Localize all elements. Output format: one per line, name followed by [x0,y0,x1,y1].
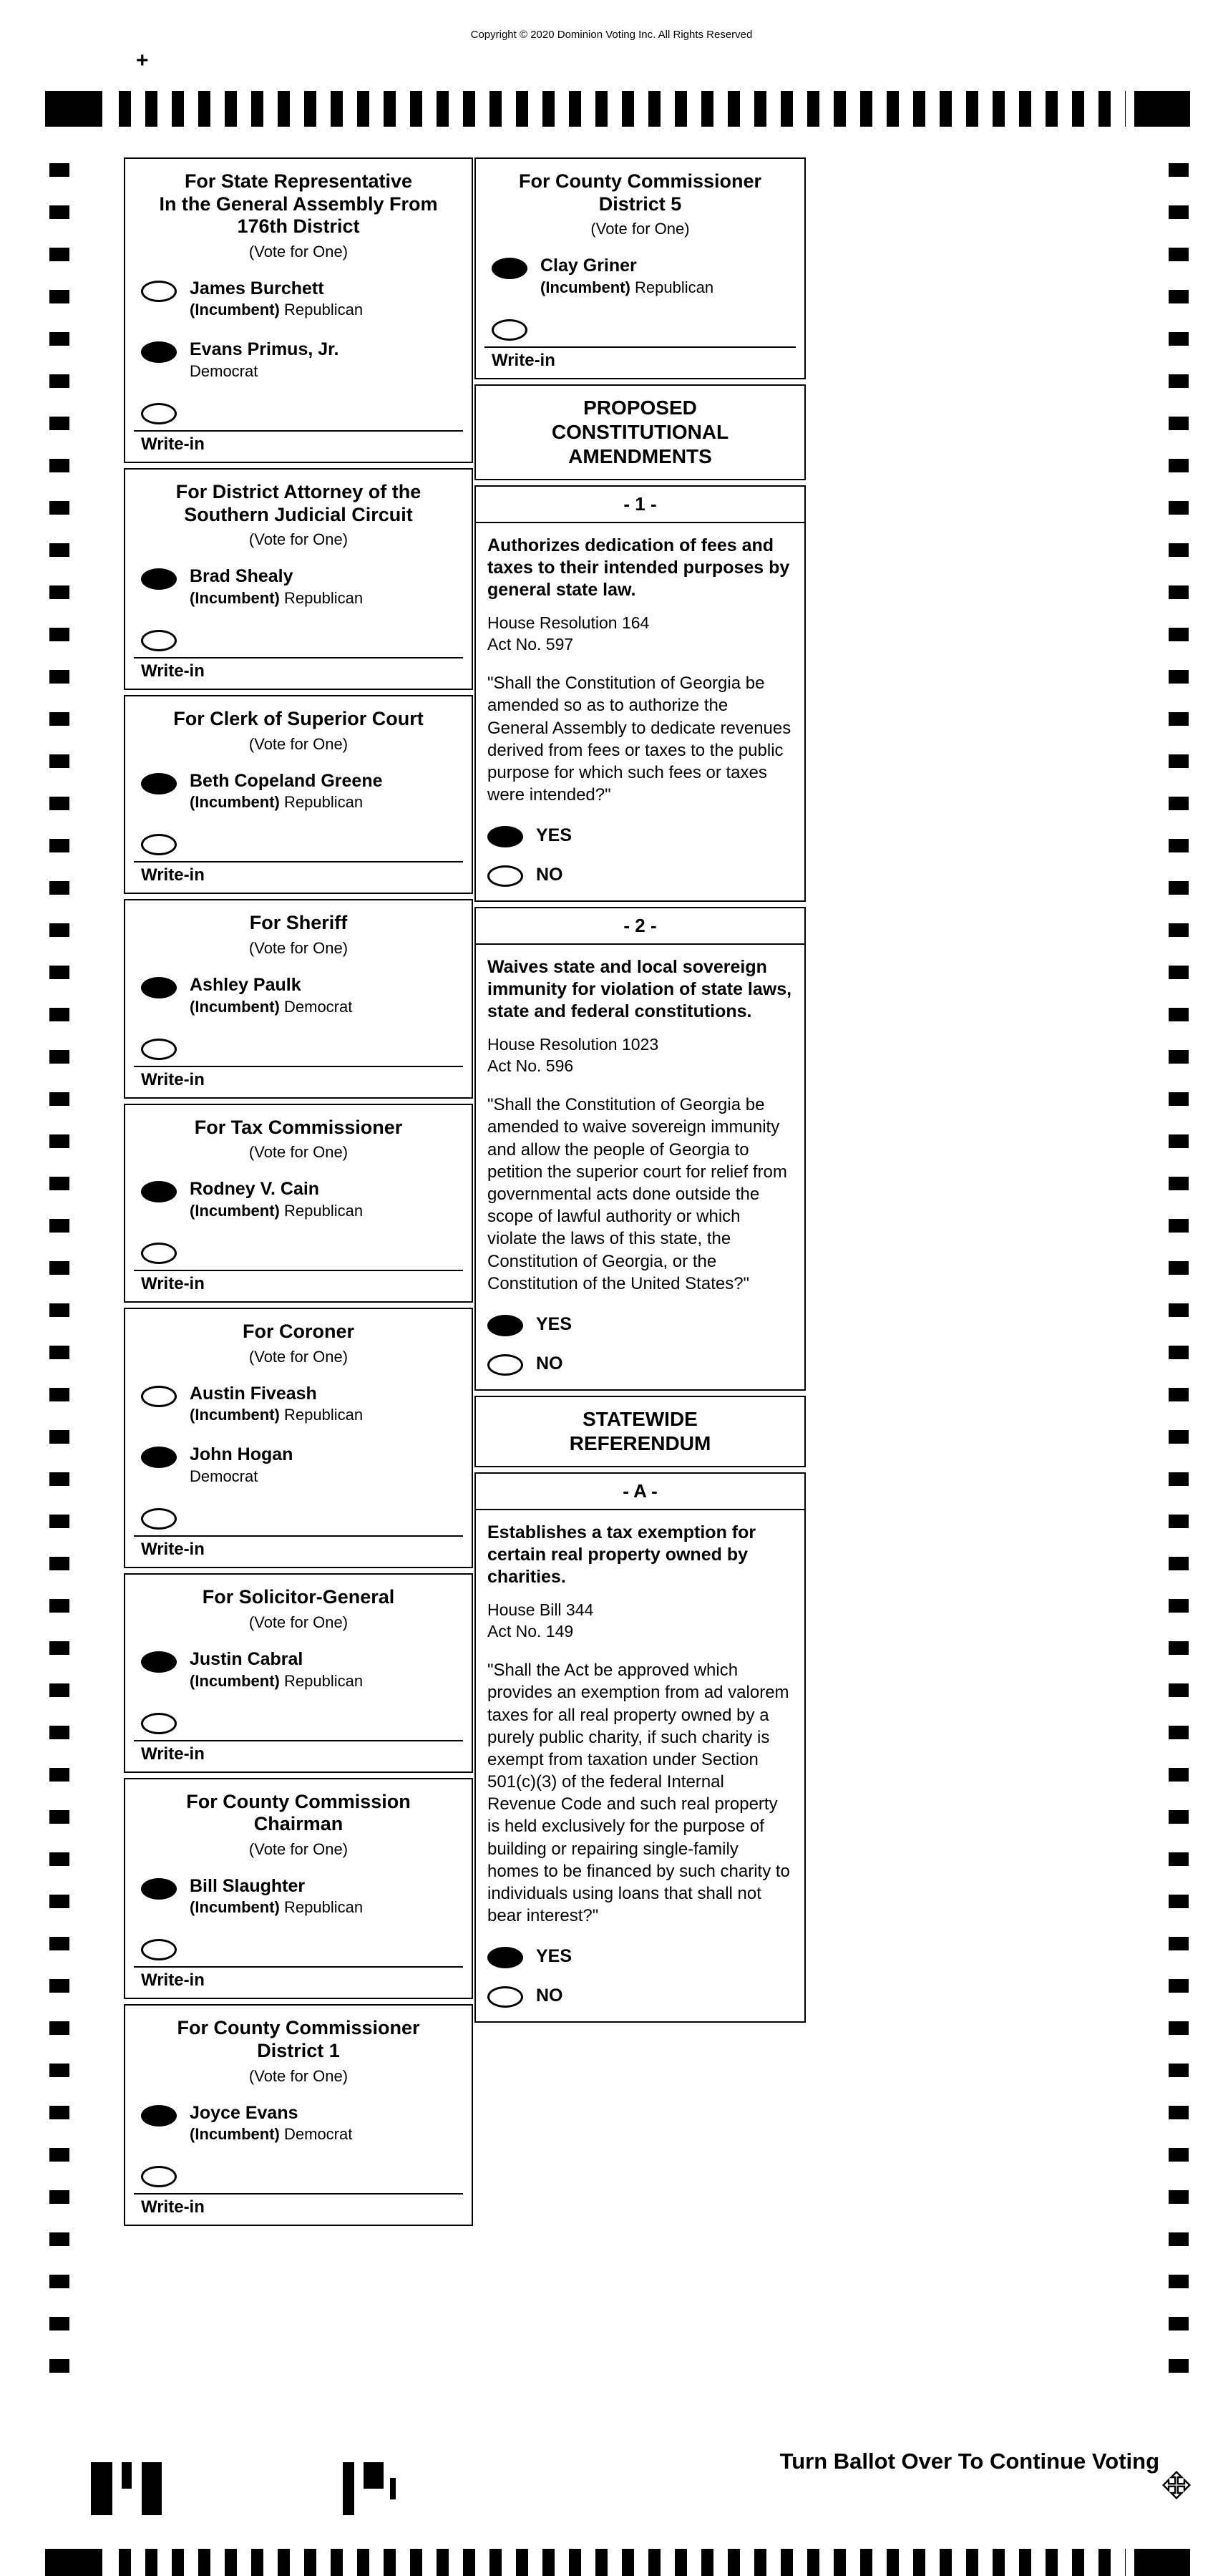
write-in-label: Write-in [141,661,205,681]
candidate-option [125,1866,472,1928]
contest-title: For Solicitor-General [202,1586,395,1608]
write-in-label: Write-in [141,1274,205,1294]
write-in-option [125,1026,472,1066]
candidate-option [125,1374,472,1435]
contest [124,1104,473,1303]
vote-oval[interactable] [141,773,177,794]
write-in-label: Write-in [141,1540,205,1560]
vote-oval[interactable] [492,258,527,279]
measure-question: "Shall the Constitution of Georgia be amended so as to authorize the General Assembly to dedicate revenues derived from fees or taxes to the public purpose for which such fees or taxes were intended?" [487,674,791,805]
timing-block-bottom-right [1134,2549,1190,2576]
candidate-party: Democrat [190,1467,258,1486]
write-in-oval[interactable] [141,1713,177,1734]
vote-oval[interactable] [141,341,177,363]
write-in-label: Write-in [141,1744,205,1764]
contest-title: For District Attorney of the Southern Judicial Circuit [175,481,422,525]
candidate-info [190,339,338,381]
candidate-name: Bill Slaughter [190,1875,306,1896]
vote-oval[interactable] [487,826,523,847]
write-in-oval[interactable] [141,2166,177,2187]
ballot-measure [474,1472,806,2023]
contest-title: For State Representative In the General Assembly From 176th District [159,170,438,238]
write-in-label: Write-in [141,434,205,455]
contest-header [476,159,804,246]
contest-header [125,900,472,965]
candidate-party: (Incumbent) Republican [190,793,364,812]
write-in-oval[interactable] [492,319,527,341]
contest-title: For County Commissioner District 1 [177,2017,420,2062]
vote-oval[interactable] [141,1878,177,1900]
vote-oval[interactable] [141,568,177,590]
contest [124,1308,473,1568]
choice-option [476,1976,804,2016]
contest-header [125,1105,472,1170]
candidate-name: John Hogan [190,1444,293,1465]
candidate-info [190,566,363,608]
incumbent-label: (Incumbent) [540,278,635,296]
write-in-oval[interactable] [141,630,177,651]
contest-title: For Coroner [242,1321,354,1343]
measure-summary: Authorizes dedication of fees and taxes to their intended purposes by general state law. [487,535,790,601]
timing-marks-top [119,91,1126,127]
write-in-option [125,2154,472,2193]
vote-oval[interactable] [141,1386,177,1407]
vote-oval[interactable] [141,2105,177,2127]
vote-oval[interactable] [487,1354,523,1376]
ballot-id-mark [91,2462,112,2515]
vote-instruction: (Vote for One) [248,734,349,753]
choice-option [476,1344,804,1384]
measure-refs: House Resolution 164 Act No. 597 [487,613,650,653]
contest [124,157,473,463]
incumbent-label: (Incumbent) [190,589,284,608]
vote-instruction: (Vote for One) [248,1143,349,1162]
timing-marks-left [49,163,69,2398]
write-in-option [125,1701,472,1740]
contest [124,1778,473,2000]
measure-number: - 2 - [476,908,804,945]
candidate-party: (Incumbent) Republican [190,1671,364,1690]
write-in-label: Write-in [492,350,555,370]
vote-oval[interactable] [487,865,523,887]
incumbent-label: (Incumbent) [190,997,284,1016]
write-in-label: Write-in [141,865,205,885]
contest-header [125,1575,472,1639]
vote-oval[interactable] [487,1986,523,2008]
measure-question: "Shall the Act be approved which provides an exemption from ad valorem taxes for all real property owned by a purely public charity, if such charity is exempt from taxation under Section 501(c)(3) of the federal Internal Revenue Code and such real property is held exclusively for the purpose of building or repairing single-family homes to be financed by such charity to individuals using loans that shall not bear interest?" [487,1661,790,1926]
vote-instruction: (Vote for One) [248,1839,349,1858]
candidate-option [125,268,472,330]
vote-instruction: (Vote for One) [248,242,349,261]
ballot-id-mark [122,2462,132,2489]
write-in-option [125,391,472,430]
vote-oval[interactable] [487,1315,523,1336]
choice-label: NO [536,1986,563,2006]
candidate-info [190,2103,352,2144]
incumbent-label: (Incumbent) [190,1406,284,1424]
contest-header [125,2006,472,2092]
measure-refs: House Bill 344 Act No. 149 [487,1600,594,1641]
four-arrow-icon [1161,2469,1192,2501]
contest [124,468,473,690]
candidate-option [476,246,804,307]
candidate-option [125,761,472,822]
vote-instruction: (Vote for One) [248,2066,349,2085]
vote-instruction: (Vote for One) [248,1347,349,1366]
ballot-column-right [474,157,806,2028]
measure-number: - A - [476,1474,804,1510]
contest-title: For Tax Commissioner [194,1116,403,1138]
contest [474,157,806,379]
incumbent-label: (Incumbent) [190,1202,284,1220]
measure-choices [476,806,804,900]
candidate-party: (Incumbent) Republican [190,1898,364,1917]
write-in-option [125,1927,472,1966]
incumbent-label: (Incumbent) [190,1898,284,1917]
copyright-text: Copyright © 2020 Dominion Voting Inc. All Rights Reserved [470,29,753,41]
timing-block-top-left [45,91,102,127]
candidate-info [190,1876,363,1918]
ballot-id-mark [390,2478,396,2499]
candidate-info [190,975,352,1016]
incumbent-label: (Incumbent) [190,2125,284,2144]
vote-instruction: (Vote for One) [248,1613,349,1631]
write-in-oval[interactable] [141,1243,177,1264]
ballot-column-left [124,157,473,2231]
candidate-option [125,1639,472,1701]
vote-oval[interactable] [487,1947,523,1968]
ballot-measure [474,485,806,902]
choice-option [476,816,804,855]
choice-label: NO [536,1353,563,1374]
measure-number: - 1 - [476,487,804,523]
candidate-party: Democrat [190,362,258,381]
measure-summary: Waives state and local sovereign immunity for violation of state laws, state and federal constitutions. [487,957,792,1022]
timing-marks-right [1169,163,1189,2398]
choice-option [476,855,804,895]
candidate-party: (Incumbent) Republican [190,301,364,319]
write-in-oval[interactable] [141,1939,177,1960]
contest [124,2004,473,2226]
write-in-label: Write-in [141,1970,205,1991]
write-in-label: Write-in [141,1069,205,1089]
candidate-option [125,965,472,1026]
timing-marks-bottom [119,2549,1126,2576]
contest [124,899,473,1098]
write-in-oval[interactable] [141,834,177,855]
candidate-info [190,1384,363,1425]
candidate-party: (Incumbent) Democrat [190,997,353,1016]
contest-header [125,1779,472,1866]
candidate-name: Beth Copeland Greene [190,770,383,791]
vote-oval[interactable] [141,1447,177,1468]
candidate-name: Clay Griner [540,256,637,276]
choice-label: YES [536,1313,572,1334]
ballot-id-mark [343,2462,354,2515]
contest-title: For Clerk of Superior Court [173,708,424,730]
footer-instruction: Turn Ballot Over To Continue Voting [779,2449,1159,2474]
candidate-info [190,278,363,320]
measure-question: "Shall the Constitution of Georgia be amended to waive sovereign immunity and allow the people of Georgia to petition the superior court for relief from governmental acts done outside the scope of lawful authority or which violate the laws of this state, the Constitution of Georgia, or the Constitution of the United States?" [487,1095,787,1293]
timing-block-top-right [1134,91,1190,127]
contest-title: For County Commission Chairman [186,1790,411,1835]
contest-header [125,159,472,268]
candidate-info [190,771,383,812]
incumbent-label: (Incumbent) [190,1671,284,1690]
ballot-measure [474,907,806,1391]
candidate-party: (Incumbent) Republican [190,1406,364,1424]
choice-option [476,1937,804,1976]
choice-label: YES [536,1946,572,1967]
candidate-option [125,556,472,618]
candidate-party: (Incumbent) Republican [540,278,714,296]
candidate-info [190,1649,363,1691]
write-in-label: Write-in [141,2197,205,2217]
write-in-option [476,307,804,346]
contest [124,695,473,894]
vote-instruction: (Vote for One) [248,939,349,958]
candidate-info [190,1179,363,1220]
contest-title: For Sheriff [249,912,348,934]
write-in-oval[interactable] [141,1508,177,1530]
incumbent-label: (Incumbent) [190,793,284,812]
section-header: STATEWIDE REFERENDUM [474,1396,806,1467]
candidate-option [125,1169,472,1230]
candidate-info [540,256,713,297]
candidate-name: James Burchett [190,278,324,298]
measure-summary: Establishes a tax exemption for certain real property owned by charities. [487,1522,756,1588]
write-in-oval[interactable] [141,1039,177,1060]
candidate-option [125,1434,472,1496]
section-header: PROPOSED CONSTITUTIONAL AMENDMENTS [474,384,806,480]
candidate-name: Evans Primus, Jr. [190,339,339,360]
write-in-option [125,822,472,861]
contest-title: For County Commissioner District 5 [518,170,762,215]
write-in-oval[interactable] [141,403,177,424]
candidate-name: Ashley Paulk [190,975,301,996]
contest-header [125,470,472,556]
vote-oval[interactable] [141,977,177,998]
candidate-name: Austin Fiveash [190,1383,317,1404]
measure-choices [476,1295,804,1389]
contest [124,1573,473,1772]
measure-choices [476,1927,804,2021]
incumbent-label: (Incumbent) [190,301,284,319]
candidate-name: Brad Shealy [190,566,293,587]
choice-label: YES [536,825,572,846]
candidate-option [125,329,472,391]
candidate-party: (Incumbent) Democrat [190,2125,353,2144]
choice-option [476,1305,804,1344]
candidate-name: Justin Cabral [190,1648,303,1669]
vote-oval[interactable] [141,1651,177,1673]
candidate-party: (Incumbent) Republican [190,589,364,608]
vote-instruction: (Vote for One) [590,220,690,238]
vote-oval[interactable] [141,281,177,302]
candidate-option [125,2093,472,2154]
write-in-option [125,1230,472,1270]
ballot-id-mark [364,2462,384,2489]
measure-refs: House Resolution 1023 Act No. 596 [487,1035,659,1075]
candidate-info [190,1444,293,1486]
candidate-name: Rodney V. Cain [190,1179,320,1200]
vote-oval[interactable] [141,1181,177,1202]
choice-label: NO [536,865,563,885]
registration-plus-mark: + [136,49,149,72]
candidate-party: (Incumbent) Republican [190,1202,364,1220]
candidate-name: Joyce Evans [190,2102,298,2123]
ballot-id-mark [142,2462,162,2515]
contest-header [125,696,472,761]
write-in-option [125,1496,472,1535]
vote-instruction: (Vote for One) [248,530,349,549]
contest-header [125,1309,472,1374]
write-in-option [125,618,472,657]
timing-block-bottom-left [45,2549,102,2576]
